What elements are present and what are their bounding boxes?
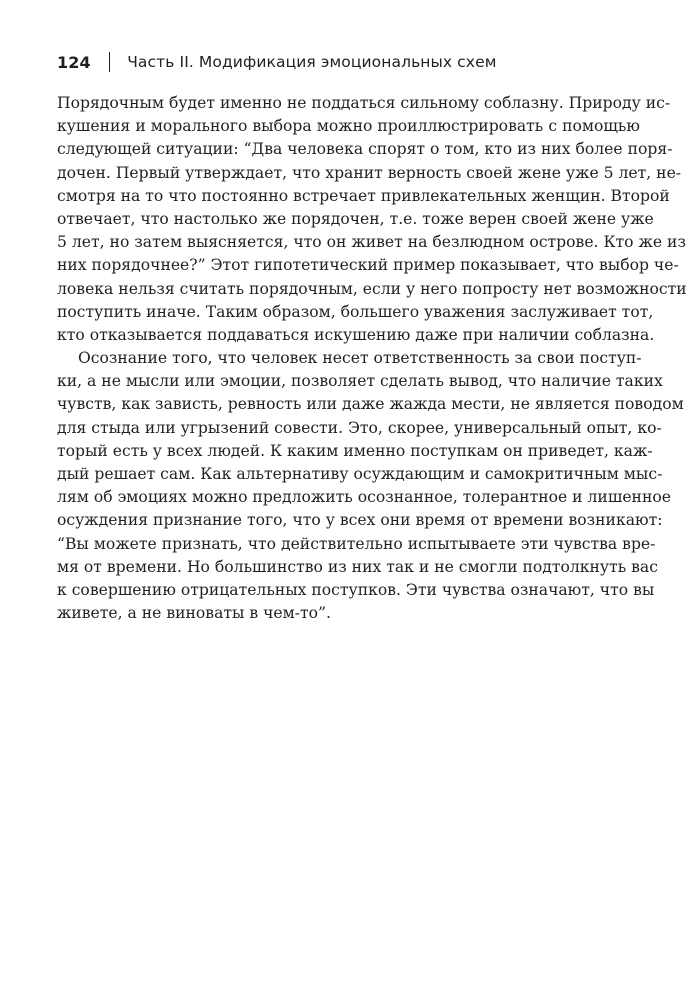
text-line: лям об эмоциях можно предложить осознанное, толерантное и лишенное [57, 488, 671, 507]
paragraph [57, 347, 684, 625]
text-line: них порядочнее?” Этот гипотетический пример показывает, что выбор че- [57, 256, 679, 275]
chapter-title: Часть II. Модификация эмоциональных схем [127, 53, 497, 71]
text-line: смотря на то что постоянно встречает привлекательных женщин. Второй [57, 186, 670, 205]
page-number: 124 [57, 52, 91, 72]
text-line: живете, а не виноваты в чем-то”. [57, 604, 331, 623]
text-line: Осознание того, что человек несет ответственность за свои поступ- [78, 349, 642, 368]
text-line: к совершению отрицательных поступков. Эти чувства означают, что вы [57, 580, 655, 599]
text-line: ловека нельзя считать порядочным, если у него попросту нет возможности [57, 279, 687, 298]
text-line: кушения и морального выбора можно проиллюстрировать с помощью [57, 117, 640, 136]
text-line: поступить иначе. Таким образом, большего уважения заслуживает тот, [57, 302, 654, 321]
text-line: “Вы можете признать, что действительно испытываете эти чувства вре- [57, 534, 656, 553]
text-line: дый решает сам. Как альтернативу осуждающим и самокритичным мыс- [57, 465, 663, 483]
text-line: дочен. Первый утверждает, что хранит верность своей жене уже 5 лет, не- [57, 163, 682, 182]
text-line: торый есть у всех людей. К каким именно поступкам он приведет, каж- [57, 441, 653, 460]
text-line: отвечает, что настолько же порядочен, т.е. тоже верен своей жене уже [57, 209, 654, 228]
text-line: следующей ситуации: “Два человека спорят о том, кто из них более поря- [57, 140, 673, 159]
text-line: 5 лет, но затем выясняется, что он живет на безлюдном острове. Кто же из [57, 233, 686, 252]
text-line: кто отказывается поддаваться искушению даже при наличии соблазна. [57, 325, 655, 344]
text-line: мя от времени. Но большинство из них так и не смогли подтолкнуть вас [57, 557, 658, 576]
paragraph [57, 92, 687, 347]
body-text [57, 92, 687, 625]
text-line: для стыда или угрызений совести. Это, скорее, универсальный опыт, ко- [57, 418, 662, 437]
text-line: Порядочным будет именно не поддаться сильному соблазну. Природу ис- [57, 94, 671, 112]
text-line: ки, а не мысли или эмоции, позволяет сделать вывод, что наличие таких [57, 372, 663, 391]
running-header [57, 48, 497, 76]
header-divider [109, 52, 111, 72]
text-line: чувств, как зависть, ревность или даже жажда мести, не является поводом [57, 395, 684, 414]
text-line: осуждения признание того, что у всех они время от времени возникают: [57, 511, 663, 530]
